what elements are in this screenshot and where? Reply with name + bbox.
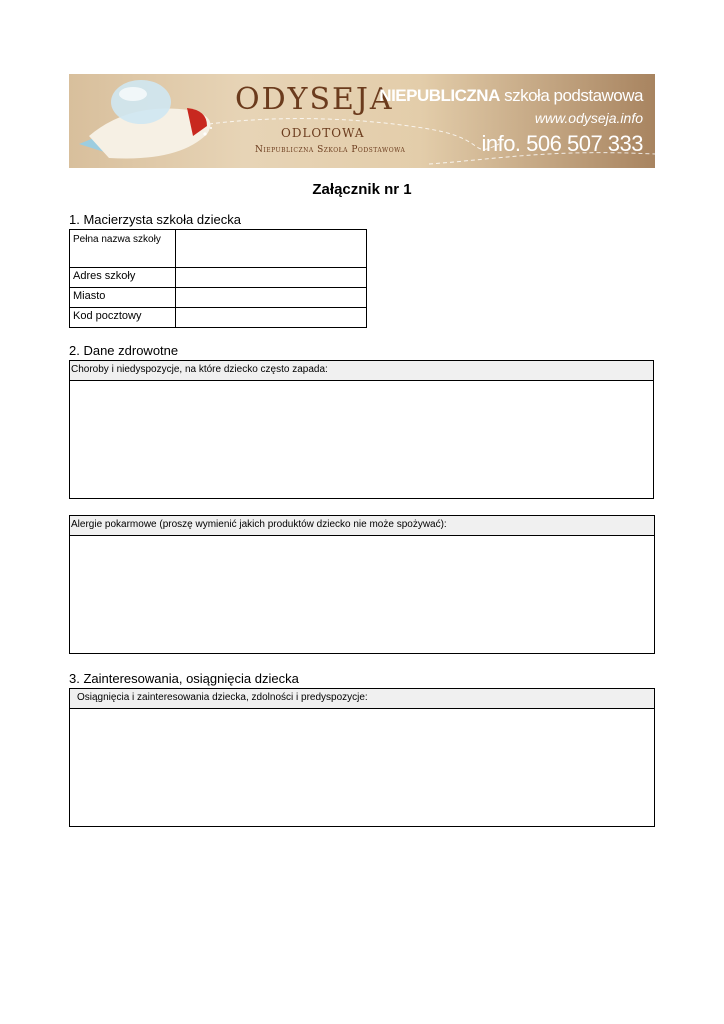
row-label: Miasto <box>70 288 176 308</box>
interests-box[interactable] <box>69 688 655 827</box>
section-3-title: 3. Zainteresowania, osiągnięcia dziecka <box>69 671 299 686</box>
document-title: Załącznik nr 1 <box>312 181 412 198</box>
table-row <box>70 230 367 268</box>
banner-school-type-rest: szkoła podstawowa <box>499 86 643 105</box>
header-banner <box>69 74 655 168</box>
row-value-field[interactable] <box>176 308 367 328</box>
banner-school-type <box>379 86 643 106</box>
section-1-title: 1. Macierzysta szkoła dziecka <box>69 212 241 227</box>
interests-header: Osiągnięcia i zainteresowania dziecka, zdolności i predyspozycje: <box>70 689 654 709</box>
allergies-box[interactable] <box>69 515 655 654</box>
illnesses-header: Choroby i niedyspozycje, na które dziecko często zapada: <box>70 361 653 381</box>
row-value-field[interactable] <box>176 230 367 268</box>
row-label: Pełna nazwa szkoły <box>70 230 176 268</box>
row-label: Kod pocztowy <box>70 308 176 328</box>
table-row <box>70 308 367 328</box>
banner-website: www.odyseja.info <box>534 110 643 126</box>
banner-subtitle: ODLOTOWA <box>281 126 365 140</box>
banner-title: ODYSEJA <box>235 82 394 117</box>
school-table <box>69 229 367 328</box>
allergies-header: Alergie pokarmowe (proszę wymienić jakich produktów dziecko nie może spożywać): <box>70 516 654 536</box>
row-label: Adres szkoły <box>70 268 176 288</box>
section-2-title: 2. Dane zdrowotne <box>69 343 179 358</box>
table-row <box>70 288 367 308</box>
banner-phone: info. 506 507 333 <box>481 131 643 156</box>
row-value-field[interactable] <box>176 288 367 308</box>
illnesses-box[interactable] <box>69 360 654 499</box>
table-row <box>70 268 367 288</box>
row-value-field[interactable] <box>176 268 367 288</box>
banner-school-name: Niepubliczna Szkoła Podstawowa <box>255 145 406 155</box>
banner-school-type-bold: NIEPUBLICZNA <box>379 86 500 105</box>
